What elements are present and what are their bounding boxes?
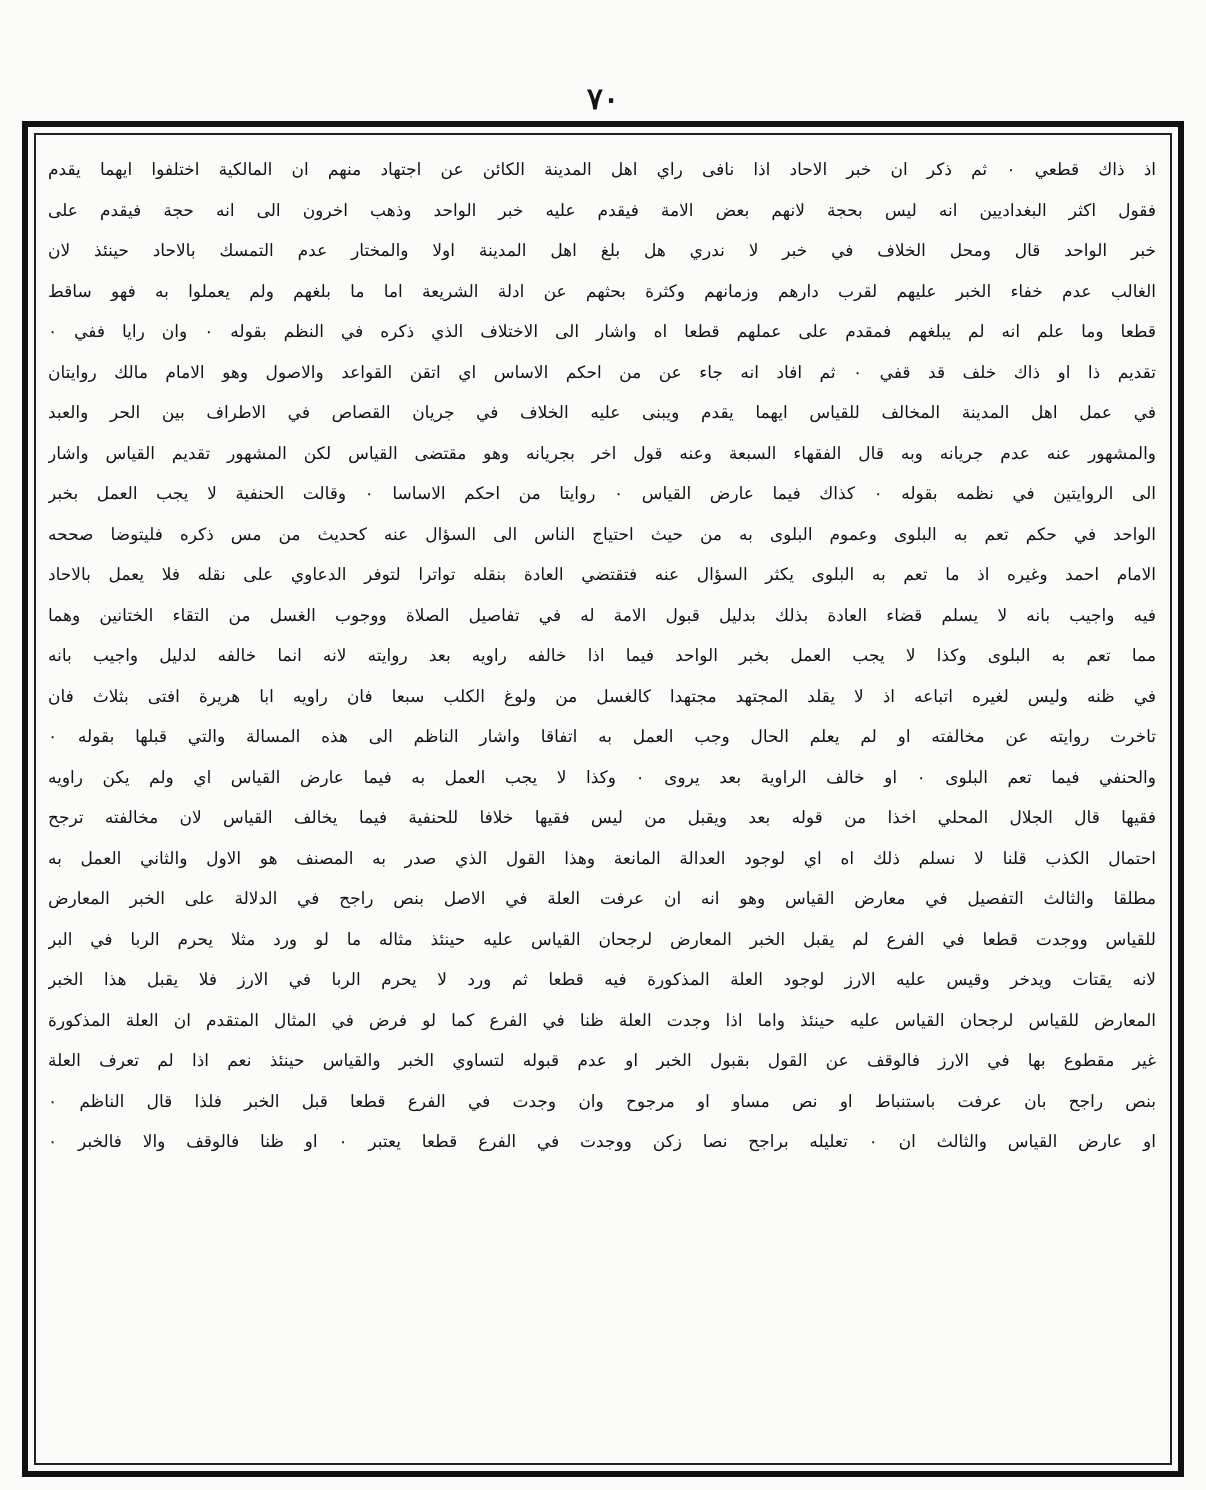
page-number: ٧٠ [586, 82, 620, 117]
text-line: فيه واجيب بانه لا يسلم قضاء العادة بذلك بدليل قبول الامة له في تفاصيل الصلاة ووجوب الغسل من التقاء الختانين وهما [48, 605, 1156, 626]
text-line: والمشهور عنه عدم جريانه وبه قال الفقهاء السبعة وعنه قول اخر بجريانه وهو مقتضى القياس لكن المشهور تقديم القياس واشار [48, 443, 1156, 464]
text-line: والحنفي فيما تعم البلوى ٠ او خالف الراوية بعد يروى ٠ وكذا لا يجب العمل به فيما عارض القياس اي ولم يكن راويه [48, 767, 1156, 788]
text-line: في عمل اهل المدينة المخالف للقياس ايهما يقدم ويبنى عليه الخلاف في جريان القصاص في الاطراف بين الحر والعبد [48, 403, 1156, 423]
text-line: خبر الواحد قال ومحل الخلاف في خبر لا ندري هل بلغ اهل المدينة اولا والمختار عدم التمسك بالاحاد حينئذ لان [48, 241, 1156, 261]
text-line: في ظنه وليس لغيره اتباعه اذ لا يقلد المجتهد مجتهدا كالغسل من ولوغ الكلب سبعا فان راويه ابا هريرة افتى بثلاث فان [48, 686, 1156, 707]
text-line: او عارض القياس والثالث ان ٠ تعليله براجح نصا زكن ووجدت في الفرع قطعا يعتبر ٠ او ظنا فالوقف والا فالخبر ٠ [48, 1132, 1156, 1152]
text-line: مطلقا والثالث التفصيل في معارض القياس وهو انه ان عرفت العلة في الاصل بنص راجح في الدلالة على الخبر المعارض [48, 889, 1156, 909]
text-line: بنص راجح بان عرفت باستنباط او نص مساو او مرجوح وان وجدت في الفرع قطعا قبل الخبر فلذا قال الناظم ٠ [48, 1091, 1156, 1112]
body-text [48, 150, 1156, 1163]
text-line: فقيها قال الجلال المحلي اخذا من قوله بعد ويقبل من ليس فقيها خلافا للحنفية فيما يخالف القياس لان مخالفته ترجح [48, 808, 1156, 828]
text-line: الواحد في حكم تعم به البلوى وعموم البلوى به من حيث احتياج الناس الى السؤال عنه كحديث من مس ذكره فليتوضا صححه [48, 524, 1156, 545]
text-line: اذ ذاك قطعي ٠ ثم ذكر ان خبر الاحاد اذا نافى راي اهل المدينة الكائن عن اجتهاد منهم ان المالكية اختلفوا ايهما يقدم [48, 160, 1156, 180]
text-line: لانه يقتات ويدخر وقيس عليه الارز لوجود العلة المذكورة فيه قطعا ثم ورد لا يحرم الربا في الارز فلا يقبل هذا الخبر [48, 970, 1156, 990]
text-line: الامام احمد وغيره اذ ما تعم به البلوى يكثر السؤال عنه فتقتضي العادة بنقله تواترا لتوفر الدعاوي على نقله فلا يعمل بالاحاد [48, 565, 1156, 585]
text-line: مما تعم به البلوى وكذا لا يجب العمل بخبر الواحد فيما اذا خالفه راويه بعد روايته لانه انما خالفه لدليل واجيب بانه [48, 646, 1156, 666]
text-line: المعارض للقياس لرجحان القياس عليه حينئذ واما اذا وجدت العلة ظنا في الفرع كما لو فرض في المثال المتقدم ان العلة المذكورة [48, 1010, 1156, 1031]
text-line: فقول اكثر البغداديين انه ليس بحجة لانهم بعض الامة فيقدم عليه خبر الواحد وذهب اخرون الى انه حجة فيقدم على [48, 200, 1156, 221]
text-line: للقياس ووجدت قطعا في الفرع لم يقبل الخبر المعارض لرجحان القياس عليه حينئذ مثاله ما لو ورد مثلا يحرم الربا في البر [48, 929, 1156, 950]
text-line: غير مقطوع بها في الارز فالوقف عن القول بقبول الخبر او عدم قبوله لتساوي الخبر والقياس حينئذ نعم اذا لم تعرف العلة [48, 1051, 1156, 1071]
text-line: الى الروايتين في نظمه بقوله ٠ كذاك فيما عارض القياس ٠ روايتا من احكم الاساسا ٠ وقالت الحنفية لا يجب العمل بخبر [48, 484, 1156, 504]
text-line: احتمال الكذب قلنا لا نسلم ذلك اه اي لوجود العدالة المانعة وهذا القول الذي صدر به المصنف هو الاول والثاني العمل به [48, 848, 1156, 869]
text-line: قطعا وما علم انه لم يبلغهم فمقدم على عملهم قطعا اه واشار الى الاختلاف الذي ذكره في النظم بقوله ٠ وان رايا ففي ٠ [48, 322, 1156, 342]
text-line: الغالب عدم خفاء الخبر عليهم لقرب دارهم وزمانهم وكثرة بحثهم عن ادلة الشريعة اما ما بلغهم ولم يعملوا به فهو ساقط [48, 281, 1156, 302]
text-line: تقديم ذا او ذاك خلف قد قفي ٠ ثم افاد انه جاء عن من احكم الاساس اي اتقن القواعد والاصول وهو الامام مالك روايتان [48, 362, 1156, 383]
text-line: تاخرت روايته عن مخالفته او لم يعلم الحال وجب العمل به اتفاقا واشار الناظم الى هذه المسالة والتي قبلها بقوله ٠ [48, 727, 1156, 747]
